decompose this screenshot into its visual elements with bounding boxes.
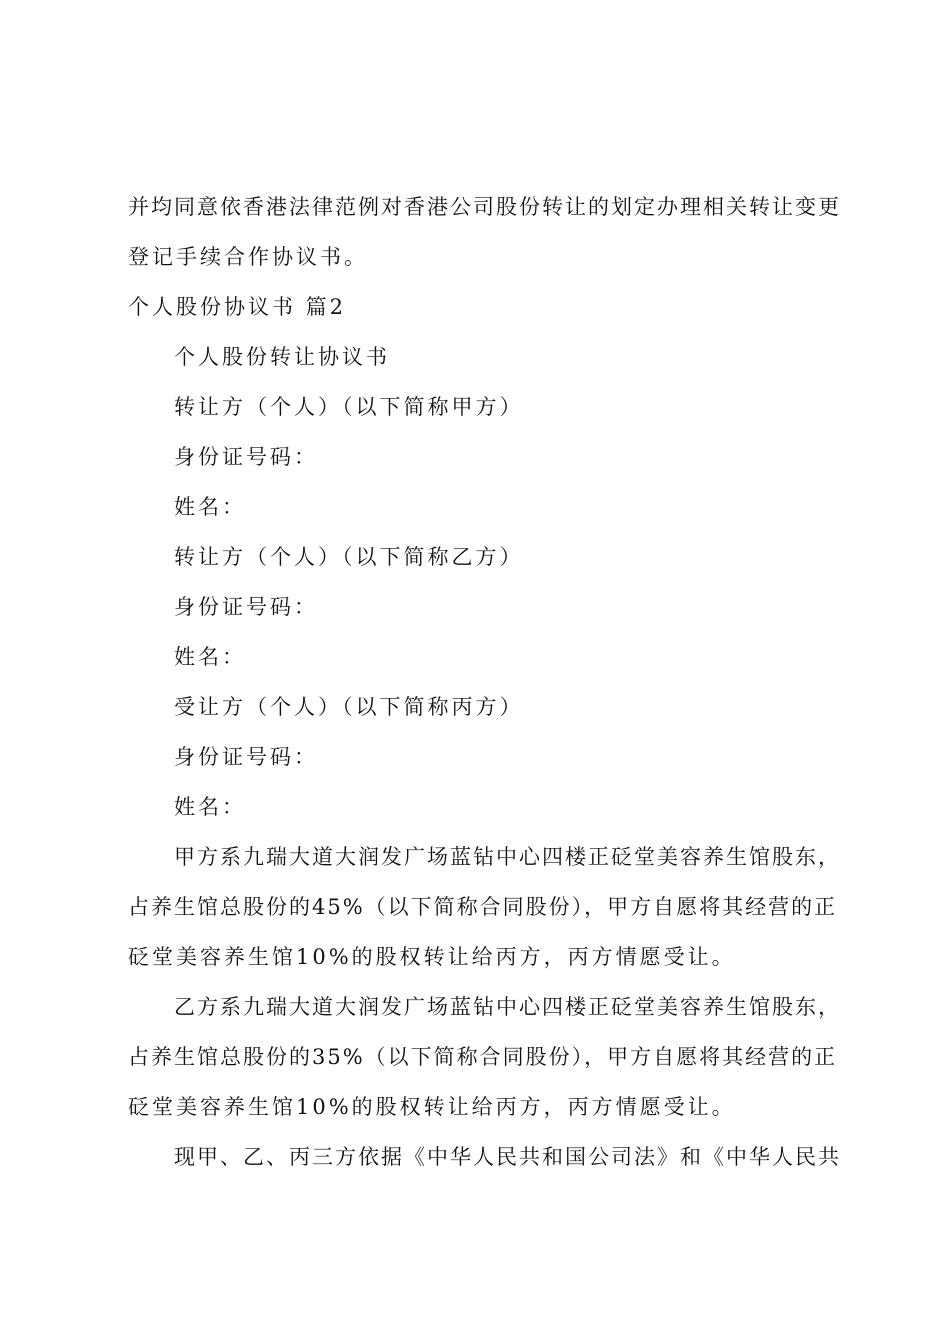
paragraph-line: 乙方系九瑞大道大润发广场蓝钻中心四楼正砭堂美容养生馆股东， (174, 995, 841, 1019)
paragraph-line: 占养生馆总股份的35%（以下简称合同股份），甲方自愿将其经营的正 (128, 1045, 838, 1069)
party-b-name-label: 姓名： (174, 645, 246, 669)
paragraph-line: 占养生馆总股份的45%（以下简称合同股份），甲方自愿将其经营的正 (128, 895, 838, 919)
paragraph-line: 砭堂美容养生馆10%的股权转让给丙方，丙方情愿受让。 (128, 1095, 736, 1119)
party-a-label: 转让方（个人）（以下简称甲方） (174, 395, 524, 419)
party-b-label: 转让方（个人）（以下简称乙方） (174, 545, 524, 569)
party-a-id-label: 身份证号码： (174, 445, 318, 469)
section-heading: 个人股份协议书 篇2 (128, 295, 347, 319)
paragraph-line: 砭堂美容养生馆10%的股权转让给丙方，丙方情愿受让。 (128, 945, 736, 969)
document-page (128, 182, 841, 1182)
party-b-id-label: 身份证号码： (174, 595, 318, 619)
text-line: 登记手续合作协议书。 (128, 245, 368, 269)
document-title: 个人股份转让协议书 (174, 345, 390, 369)
party-c-name-label: 姓名： (174, 795, 246, 819)
party-c-id-label: 身份证号码： (174, 745, 318, 769)
text-line: 并均同意依香港法律范例对香港公司股份转让的划定办理相关转让变更 (128, 195, 841, 219)
paragraph-line: 甲方系九瑞大道大润发广场蓝钻中心四楼正砭堂美容养生馆股东， (174, 845, 841, 869)
party-c-label: 受让方（个人）（以下简称丙方） (174, 695, 524, 719)
paragraph-line: 现甲、乙、丙三方依据《中华人民共和国公司法》和《中华人民共 (174, 1145, 841, 1169)
party-a-name-label: 姓名： (174, 495, 246, 519)
